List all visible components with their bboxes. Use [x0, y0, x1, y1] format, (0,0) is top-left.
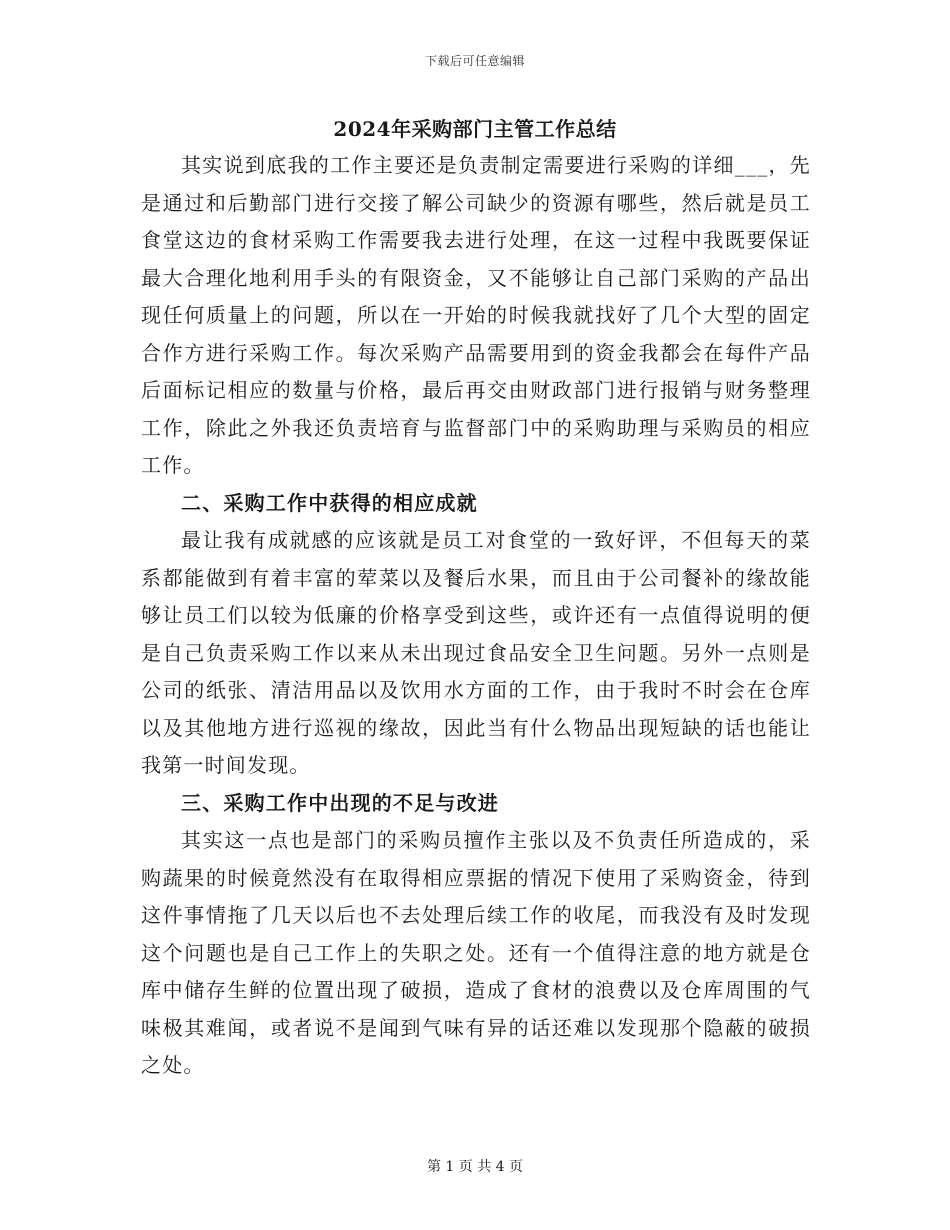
page-header-note: 下载后可任意编辑 [424, 54, 525, 68]
paragraph-improvements: 其实这一点也是部门的采购员擅作主张以及不负责任所造成的，采购蔬果的时候竟然没有在取得相应票据的情况下使用了采购资金，待到这件事情拖了几天以后也不去处理后续工作的收尾，而我没有及时发现这个问题也是自己工作上的失职之处。还有一个值得注意的地方就是仓库中储存生鲜的位置出现了破损，造成了食材的浪费以及仓库周围的气味极其难闻，或者说不是闻到气味有异的话还难以发现那个隐蔽的破损之处。 [141, 828, 811, 1077]
section-heading-achievements: 二、采购工作中获得的相应成就 [181, 490, 478, 515]
document-body [141, 147, 811, 1085]
section-heading-improvements: 三、采购工作中出现的不足与改进 [181, 790, 499, 815]
paragraph-intro: 其实说到底我的工作主要还是负责制定需要进行采购的详细___，先是通过和后勤部门进行交接了解公司缺少的资源有哪些，然后就是员工食堂这边的食材采购工作需要我去进行处理，在这一过程中我既要保证最大合理化地利用手头的有限资金，又不能够让自己部门采购的产品出现任何质量上的问题，所以在一开始的时候我就找好了几个大型的固定合作方进行采购工作。每次采购产品需要用到的资金我都会在每件产品后面标记相应的数量与价格，最后再交由财政部门进行报销与财务整理工作，除此之外我还负责培育与监督部门中的采购助理与采购员的相应工作。 [141, 153, 811, 477]
page-number-footer: 第 1 页 共 4 页 [426, 1159, 524, 1175]
paragraph-achievements: 最让我有成就感的应该就是员工对食堂的一致好评，不但每天的菜系都能做到有着丰富的荤菜以及餐后水果，而且由于公司餐补的缘故能够让员工们以较为低廉的价格享受到这些，或许还有一点值得说明的便是自己负责采购工作以来从未出现过食品安全卫生问题。另外一点则是公司的纸张、清洁用品以及饮用水方面的工作，由于我时不时会在仓库以及其他地方进行巡视的缘故，因此当有什么物品出现短缺的话也能让我第一时间发现。 [141, 528, 811, 777]
document-title: 2024年采购部门主管工作总结 [333, 117, 617, 141]
